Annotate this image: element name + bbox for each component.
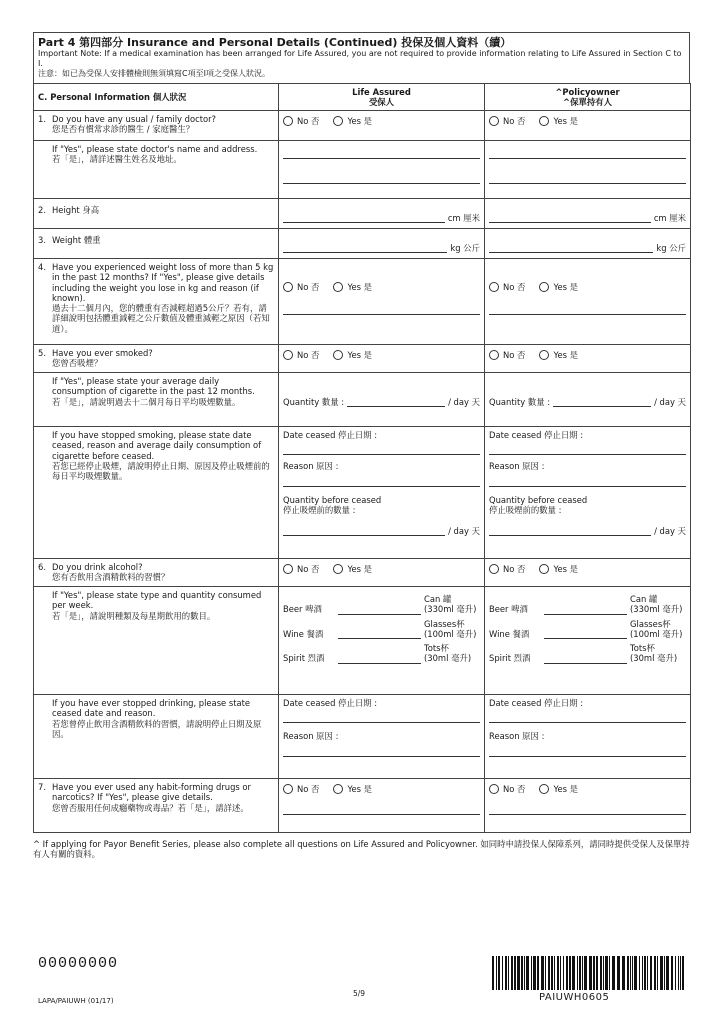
q6-po-yes[interactable]: [539, 564, 578, 574]
po-spirit-qty[interactable]: [544, 653, 627, 664]
yes-label: Yes 是: [553, 564, 578, 575]
radio-circle-icon[interactable]: [283, 282, 293, 292]
no-label: No 否: [297, 350, 320, 361]
q7-po-no[interactable]: [489, 784, 525, 794]
radio-circle-icon[interactable]: [333, 282, 343, 292]
beer-label: Beer 啤酒: [489, 604, 528, 615]
cm-unit: cm 厘米: [653, 212, 686, 223]
per-day-unit: / day 天: [448, 525, 480, 536]
q4-number: 4.: [38, 262, 46, 273]
q1-number: 1.: [38, 114, 46, 125]
radio-circle-icon[interactable]: [539, 116, 549, 126]
no-label: No 否: [503, 564, 526, 575]
quantity-label: Quantity 數量 :: [489, 396, 551, 407]
q7-po-details[interactable]: [489, 800, 686, 815]
q1a-po-line-1[interactable]: [489, 144, 686, 159]
q3-text: Weight 體重: [52, 235, 101, 246]
radio-circle-icon[interactable]: [489, 116, 499, 126]
yes-label: Yes 是: [553, 784, 578, 795]
la-beer-qty[interactable]: [338, 604, 421, 615]
tots-label: Tots杯: [424, 643, 449, 654]
la-weight-input[interactable]: [283, 238, 447, 253]
footnote: ^ If applying for Payor Benefit Series, please also complete all questions on Life Assured and Policyowner. 如同時申請投保人保障系列，請同時提供受保人及保單持有人有關的資料。: [33, 839, 690, 860]
la-smoke-date[interactable]: [283, 440, 480, 455]
cm-unit: cm 厘米: [447, 212, 480, 223]
radio-circle-icon[interactable]: [539, 350, 549, 360]
q6b-text: If you have ever stopped drinking, please state ceased date and reason. 若您曾停止飲用含酒精飲料的習慣，請說明停止日期及原因。: [52, 698, 262, 739]
q4-text: Have you experienced weight loss of more than 5 kg in the past 12 months? If "Yes", please give details including the weight you lose in kg and reason (if known). 過去十二個月內，您的體重有否減輕超過5公斤？若有，請詳細說明包括體重減輕之公斤數值及體重減輕之原因（若知道）。: [52, 262, 274, 334]
reason-label: Reason 原因 :: [489, 731, 545, 742]
q4-po-details[interactable]: [489, 300, 686, 315]
radio-circle-icon[interactable]: [283, 784, 293, 794]
spirit-label: Spirit 烈酒: [489, 653, 531, 664]
q1a-la-line-2[interactable]: [283, 169, 480, 184]
po-wine-qty[interactable]: [544, 628, 627, 639]
radio-circle-icon[interactable]: [283, 564, 293, 574]
la-drink-date[interactable]: [283, 708, 480, 723]
wine-label: Wine 餐酒: [283, 628, 324, 639]
no-label: No 否: [503, 784, 526, 795]
q6a-text: If "Yes", please state type and quantity consumed per week. 若「是」，請說明種類及每星期飲用的數目。: [52, 590, 262, 621]
no-label: No 否: [297, 564, 320, 575]
q5-po-no[interactable]: [489, 350, 525, 360]
page-number: 5/9: [353, 989, 366, 998]
radio-circle-icon[interactable]: [489, 350, 499, 360]
q7-number: 7.: [38, 782, 46, 793]
q4-po-no[interactable]: [489, 282, 525, 292]
per-day-unit: / day 天: [448, 396, 480, 407]
q1-po-no[interactable]: [489, 116, 525, 126]
can-ml: (330ml 毫升): [424, 604, 477, 615]
q3-number: 3.: [38, 235, 46, 246]
reason-label: Reason 原因 :: [283, 731, 339, 742]
radio-circle-icon[interactable]: [283, 350, 293, 360]
wine-label: Wine 餐酒: [489, 628, 530, 639]
no-label: No 否: [297, 784, 320, 795]
glasses-ml: (100ml 毫升): [630, 628, 683, 639]
po-smoke-date[interactable]: [489, 440, 686, 455]
no-label: No 否: [503, 282, 526, 293]
form-page: [33, 32, 690, 860]
q6-number: 6.: [38, 562, 46, 573]
important-note-en: Important Note: If a medical examination has been arranged for Life Assured, you are not required to provide information relating to Life Assured in Section C to I.: [38, 49, 682, 69]
col-life-assured-zh: 受保人: [368, 96, 395, 107]
la-height-input[interactable]: [283, 208, 445, 223]
po-weight-input[interactable]: [489, 238, 653, 253]
date-ceased-label: Date ceased 停止日期 :: [489, 430, 584, 441]
qty-before-label-zh: 停止吸煙前的數量 :: [489, 504, 562, 515]
yes-label: Yes 是: [347, 282, 372, 293]
q1-text: Do you have any usual / family doctor? 您是否有慣常求診的醫生 / 家庭醫生？: [52, 114, 216, 135]
q7-la-no[interactable]: [283, 784, 319, 794]
part-title: Part 4 第四部分 Insurance and Personal Details (Continued) 投保及個人資料（續）: [38, 36, 512, 49]
po-smoke-reason[interactable]: [489, 472, 686, 487]
form-code: LAPA/PAIUWH (01/17): [38, 997, 114, 1005]
q2-number: 2.: [38, 205, 46, 216]
col-life-assured-en: Life Assured: [352, 86, 411, 97]
qty-before-label-en: Quantity before ceased: [489, 494, 588, 505]
glasses-label: Glasses杯: [630, 618, 671, 629]
po-drink-date[interactable]: [489, 708, 686, 723]
no-label: No 否: [297, 116, 320, 127]
q4-po-yes[interactable]: [539, 282, 578, 292]
radio-circle-icon[interactable]: [283, 116, 293, 126]
barcode-text: PAIUWH0605: [539, 992, 610, 1003]
tots-ml: (30ml 毫升): [424, 653, 472, 664]
q7-po-yes[interactable]: [539, 784, 578, 794]
po-cig-quantity[interactable]: [553, 392, 651, 407]
q1a-po-line-2[interactable]: [489, 169, 686, 184]
q1a-text: If "Yes", please state doctor's name and address. 若「是」，請詳述醫生姓名及地址。: [52, 144, 258, 165]
yes-label: Yes 是: [553, 116, 578, 127]
no-label: No 否: [503, 350, 526, 361]
q2-text: Height 身高: [52, 205, 100, 216]
can-label: Can 罐: [630, 594, 658, 605]
q5-la-no[interactable]: [283, 350, 319, 360]
q5b-text: If you have stopped smoking, please state date ceased, reason and average daily consumption of cigarette before ceased. 若您已經停止吸煙，請說明停止日期、原因及停止吸煙前的每日平均吸煙數量。: [52, 430, 270, 482]
yes-label: Yes 是: [347, 564, 372, 575]
q1a-la-line-1[interactable]: [283, 144, 480, 159]
radio-circle-icon[interactable]: [539, 784, 549, 794]
tots-ml: (30ml 毫升): [630, 653, 678, 664]
barcode-icon: [492, 956, 686, 990]
radio-circle-icon[interactable]: [333, 116, 343, 126]
q6-text: Do you drink alcohol? 您有否飲用含酒精飲料的習慣？: [52, 562, 170, 583]
reason-label: Reason 原因 :: [283, 461, 339, 472]
col-policyowner: [485, 83, 691, 111]
radio-circle-icon[interactable]: [539, 564, 549, 574]
tots-label: Tots杯: [630, 643, 655, 654]
q4-la-yes[interactable]: [333, 282, 372, 292]
per-day-unit: / day 天: [654, 525, 686, 536]
glasses-ml: (100ml 毫升): [424, 628, 477, 639]
beer-label: Beer 啤酒: [283, 604, 322, 615]
per-day-unit: / day 天: [654, 396, 686, 407]
la-qty-before[interactable]: [283, 521, 445, 536]
q7-la-details[interactable]: [283, 800, 480, 815]
la-drink-reason[interactable]: [283, 742, 480, 757]
radio-circle-icon[interactable]: [489, 282, 499, 292]
yes-label: Yes 是: [553, 282, 578, 293]
kg-unit: kg 公斤: [450, 242, 480, 253]
kg-unit: kg 公斤: [656, 242, 686, 253]
qty-before-label-en: Quantity before ceased: [283, 494, 382, 505]
radio-circle-icon[interactable]: [333, 350, 343, 360]
q4-la-no[interactable]: [283, 282, 319, 292]
date-ceased-label: Date ceased 停止日期 :: [283, 430, 378, 441]
date-ceased-label: Date ceased 停止日期 :: [489, 698, 584, 709]
q5-la-yes[interactable]: [333, 350, 372, 360]
radio-circle-icon[interactable]: [489, 784, 499, 794]
q6-la-no[interactable]: [283, 564, 319, 574]
yes-label: Yes 是: [347, 116, 372, 127]
glasses-label: Glasses杯: [424, 618, 465, 629]
important-note-zh: 注意：如已為受保人安排體檢則無須填寫C項至I項之受保人狀況。: [38, 68, 270, 78]
q6-po-no[interactable]: [489, 564, 525, 574]
radio-circle-icon[interactable]: [489, 564, 499, 574]
yes-label: Yes 是: [347, 350, 372, 361]
q6-la-yes[interactable]: [333, 564, 372, 574]
po-beer-qty[interactable]: [544, 604, 627, 615]
q7-text: Have you ever used any habit-forming drugs or narcotics? If "Yes", please give details. 您曾否服用任何成癮藥物或毒品？若「是」，請詳述。: [52, 782, 251, 813]
q5-number: 5.: [38, 348, 46, 359]
la-smoke-reason[interactable]: [283, 472, 480, 487]
q4-la-details[interactable]: [283, 300, 480, 315]
q1-po-yes[interactable]: [539, 116, 578, 126]
col-policyowner-zh: ^保單持有人: [563, 96, 612, 107]
la-wine-qty[interactable]: [338, 628, 421, 639]
qty-before-label-zh: 停止吸煙前的數量 :: [283, 504, 356, 515]
q1-la-no[interactable]: [283, 116, 319, 126]
q7-la-yes[interactable]: [333, 784, 372, 794]
po-height-input[interactable]: [489, 208, 651, 223]
no-label: No 否: [503, 116, 526, 127]
col-life-assured: [279, 83, 485, 111]
quantity-label: Quantity 數量 :: [283, 396, 345, 407]
reason-label: Reason 原因 :: [489, 461, 545, 472]
q5a-text: If "Yes", please state your average daily consumption of cigarette in the past 12 months. 若「是」，請說明過去十二個月每日平均吸煙數量。: [52, 376, 255, 407]
radio-circle-icon[interactable]: [539, 282, 549, 292]
no-label: No 否: [297, 282, 320, 293]
q5-po-yes[interactable]: [539, 350, 578, 360]
section-title: C. Personal Information 個人狀況: [34, 83, 279, 111]
radio-circle-icon[interactable]: [333, 564, 343, 574]
can-ml: (330ml 毫升): [630, 604, 683, 615]
radio-circle-icon[interactable]: [333, 784, 343, 794]
col-policyowner-en: ^Policyowner: [555, 86, 620, 97]
spirit-label: Spirit 烈酒: [283, 653, 325, 664]
la-spirit-qty[interactable]: [338, 653, 421, 664]
q5-text: Have you ever smoked? 您曾否吸煙？: [52, 348, 153, 369]
yes-label: Yes 是: [347, 784, 372, 795]
po-drink-reason[interactable]: [489, 742, 686, 757]
yes-label: Yes 是: [553, 350, 578, 361]
can-label: Can 罐: [424, 594, 452, 605]
part-header: [33, 32, 690, 83]
date-ceased-label: Date ceased 停止日期 :: [283, 698, 378, 709]
account-number: 00000000: [38, 955, 119, 972]
q1-la-yes[interactable]: [333, 116, 372, 126]
po-qty-before[interactable]: [489, 521, 651, 536]
la-cig-quantity[interactable]: [347, 392, 445, 407]
personal-info-table: [33, 83, 691, 834]
